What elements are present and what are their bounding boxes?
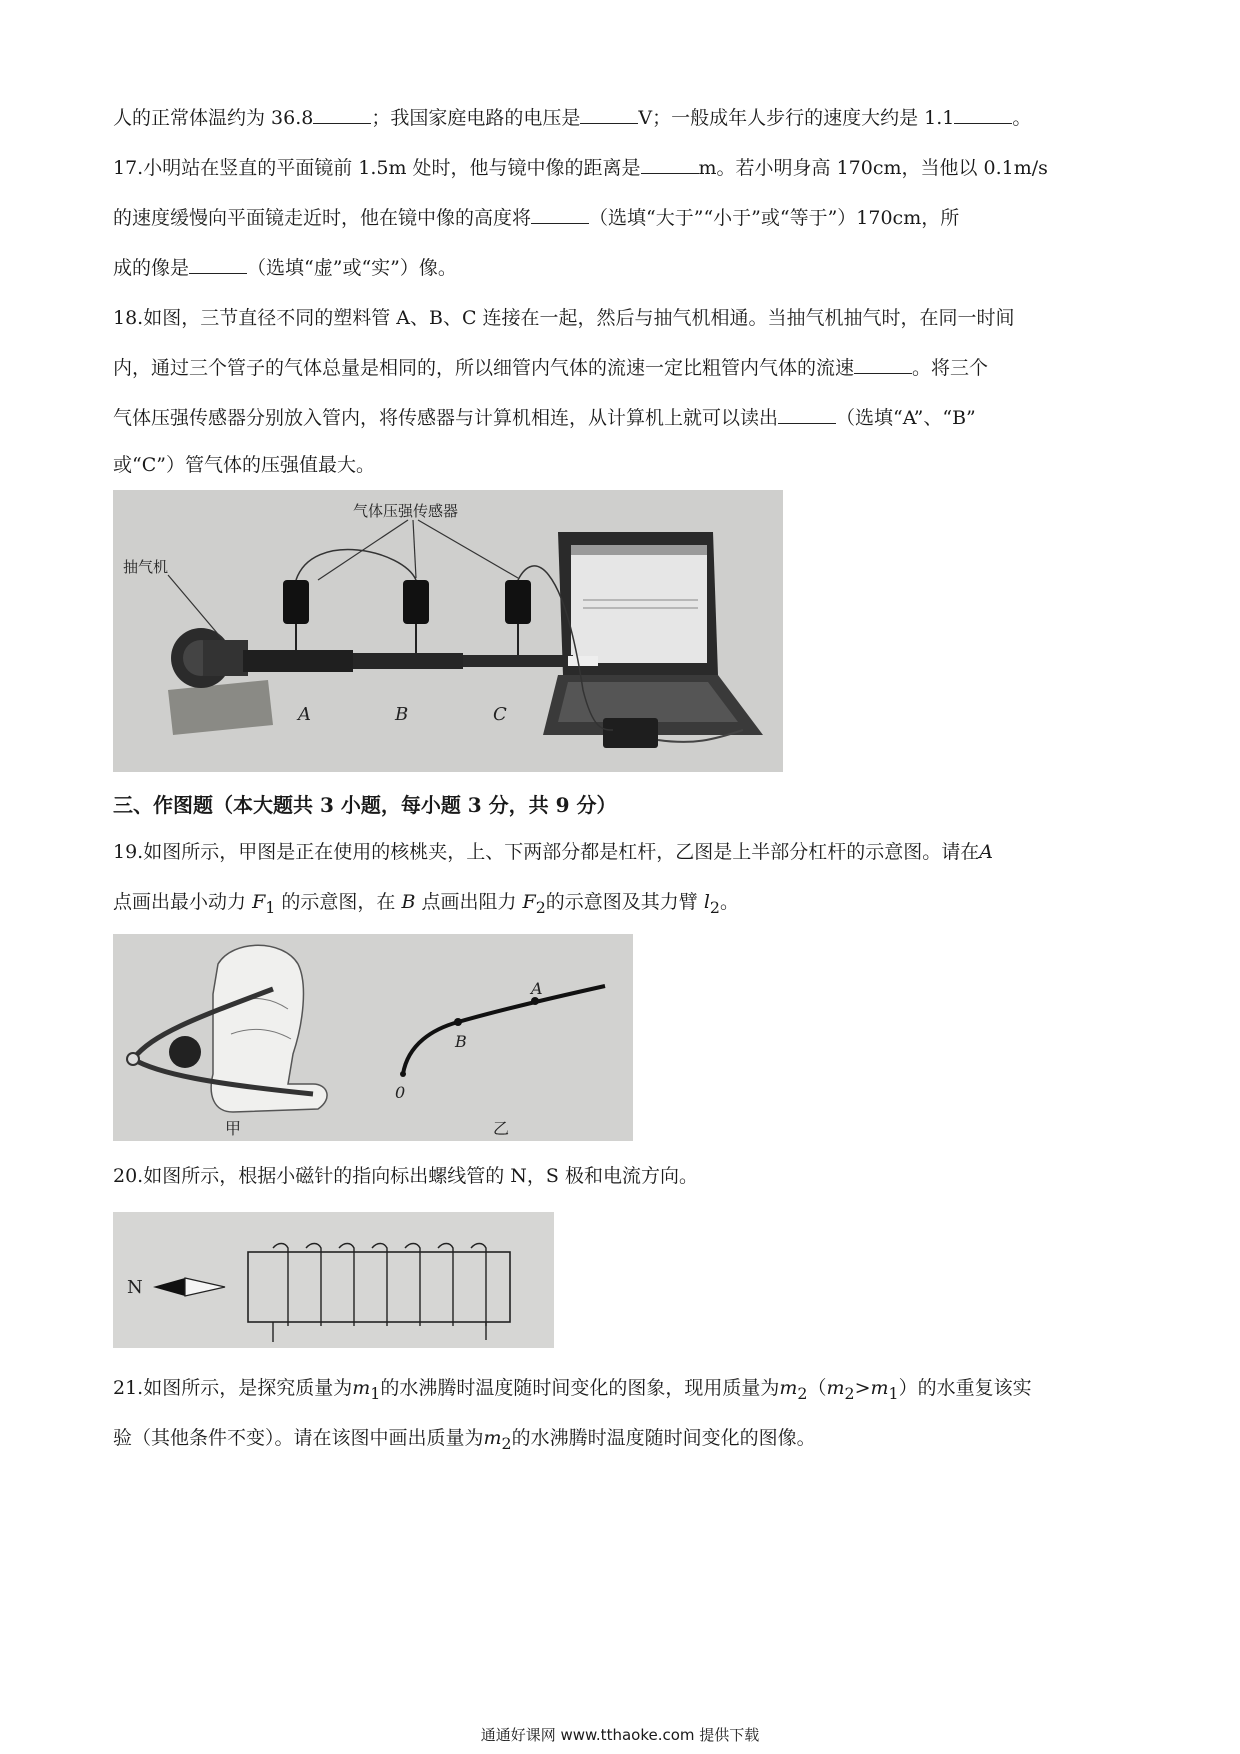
q18-blank-2[interactable] xyxy=(778,405,836,424)
nutcracker-figure xyxy=(113,934,633,1141)
needle-n-label: N xyxy=(127,1277,143,1298)
pipe-a-label: A xyxy=(298,704,311,725)
label-yi: 乙 xyxy=(493,1119,510,1138)
pipe-experiment-photo xyxy=(113,490,783,772)
hand-with-nutcracker xyxy=(127,945,327,1112)
pipe-b-label: B xyxy=(395,704,409,725)
q19-line-2: 点画出最小动力 $F_1$ 的示意图，在 B 点画出阻力 $F_2$的示意图及其力臂 $l_2$。 xyxy=(113,891,740,917)
laptop xyxy=(543,532,763,735)
q20-line: 20.如图所示，根据小磁针的指向标出螺线管的 N，S 极和电流方向。 xyxy=(113,1165,698,1187)
label-jia: 甲 xyxy=(225,1119,242,1138)
blank-3[interactable] xyxy=(954,105,1012,124)
q17-blank-3[interactable] xyxy=(189,255,247,274)
sensor-label: 气体压强传感器 xyxy=(353,502,459,520)
q21-line-2: 验（其他条件不变）。请在该图中画出质量为$m_2$的水沸腾时温度随时间变化的图像。 xyxy=(113,1427,816,1453)
q19-line-1: 19.如图所示，甲图是正在使用的核桃夹，上、下两部分都是杠杆，乙图是上半部分杠杆的示意图。请在A xyxy=(113,841,993,863)
q17-blank-1[interactable] xyxy=(641,155,699,174)
q17-blank-2[interactable] xyxy=(531,205,589,224)
magnetic-needle xyxy=(153,1278,225,1296)
solenoid-figure xyxy=(113,1212,554,1348)
q18-line-2: 内，通过三个管子的气体总量是相同的，所以细管内气体的流速一定比粗管内气体的流速 。将三个 xyxy=(113,357,989,379)
point-b-label: B xyxy=(455,1032,467,1051)
solenoid xyxy=(248,1244,510,1343)
q16-tail-line: 人的正常体温约为 36.8 ；我国家庭电路的电压是 V；一般成年人步行的速度大约是 1.1 。 xyxy=(113,107,1032,129)
point-o-label: 0 xyxy=(395,1083,406,1102)
q17-line-1: 17.小明站在竖直的平面镜前 1.5m 处时，他与镜中像的距离是 m。若小明身高 170cm，当他以 0.1m/s xyxy=(113,157,1048,179)
pump-label: 抽气机 xyxy=(123,558,169,576)
data-logger xyxy=(603,718,658,748)
q18-line-3: 气体压强传感器分别放入管内，将传感器与计算机相连，从计算机上就可以读出 （选填“A”、“B” xyxy=(113,407,976,429)
pipes xyxy=(243,650,598,672)
point-o-dot xyxy=(400,1071,406,1077)
point-a-label: A xyxy=(531,979,543,998)
q18-line-1: 18.如图，三节直径不同的塑料管 A、B、C 连接在一起，然后与抽气机相通。当抽气机抽气时，在同一时间 xyxy=(113,307,1015,329)
blank-2[interactable] xyxy=(580,105,638,124)
pipe-c-label: C xyxy=(493,704,507,725)
point-b-dot xyxy=(454,1018,462,1026)
blank-1[interactable] xyxy=(313,105,371,124)
air-pump xyxy=(168,628,273,735)
q21-line-1: 21.如图所示，是探究质量为$m_1$的水沸腾时温度随时间变化的图象，现用质量为$m_2(m_2>m_1)$的水重复该实 xyxy=(113,1377,1032,1403)
q18-blank-1[interactable] xyxy=(854,355,912,374)
q17-line-2: 的速度缓慢向平面镜走近时，他在镜中像的高度将 （选填“大于”“小于”或“等于”）170cm，所 xyxy=(113,207,960,229)
footer-text: 通通好课网 www.tthaoke.com 提供下载 xyxy=(480,1726,760,1744)
section-3-heading: 三、作图题（本大题共 3 小题，每小题 3 分，共 9 分） xyxy=(113,793,617,817)
q18-line-4: 或“C”）管气体的压强值最大。 xyxy=(113,454,375,476)
point-a-dot xyxy=(531,997,539,1005)
q17-line-3: 成的像是 （选填“虚”或“实”）像。 xyxy=(113,257,457,279)
lever-diagram xyxy=(400,986,605,1077)
